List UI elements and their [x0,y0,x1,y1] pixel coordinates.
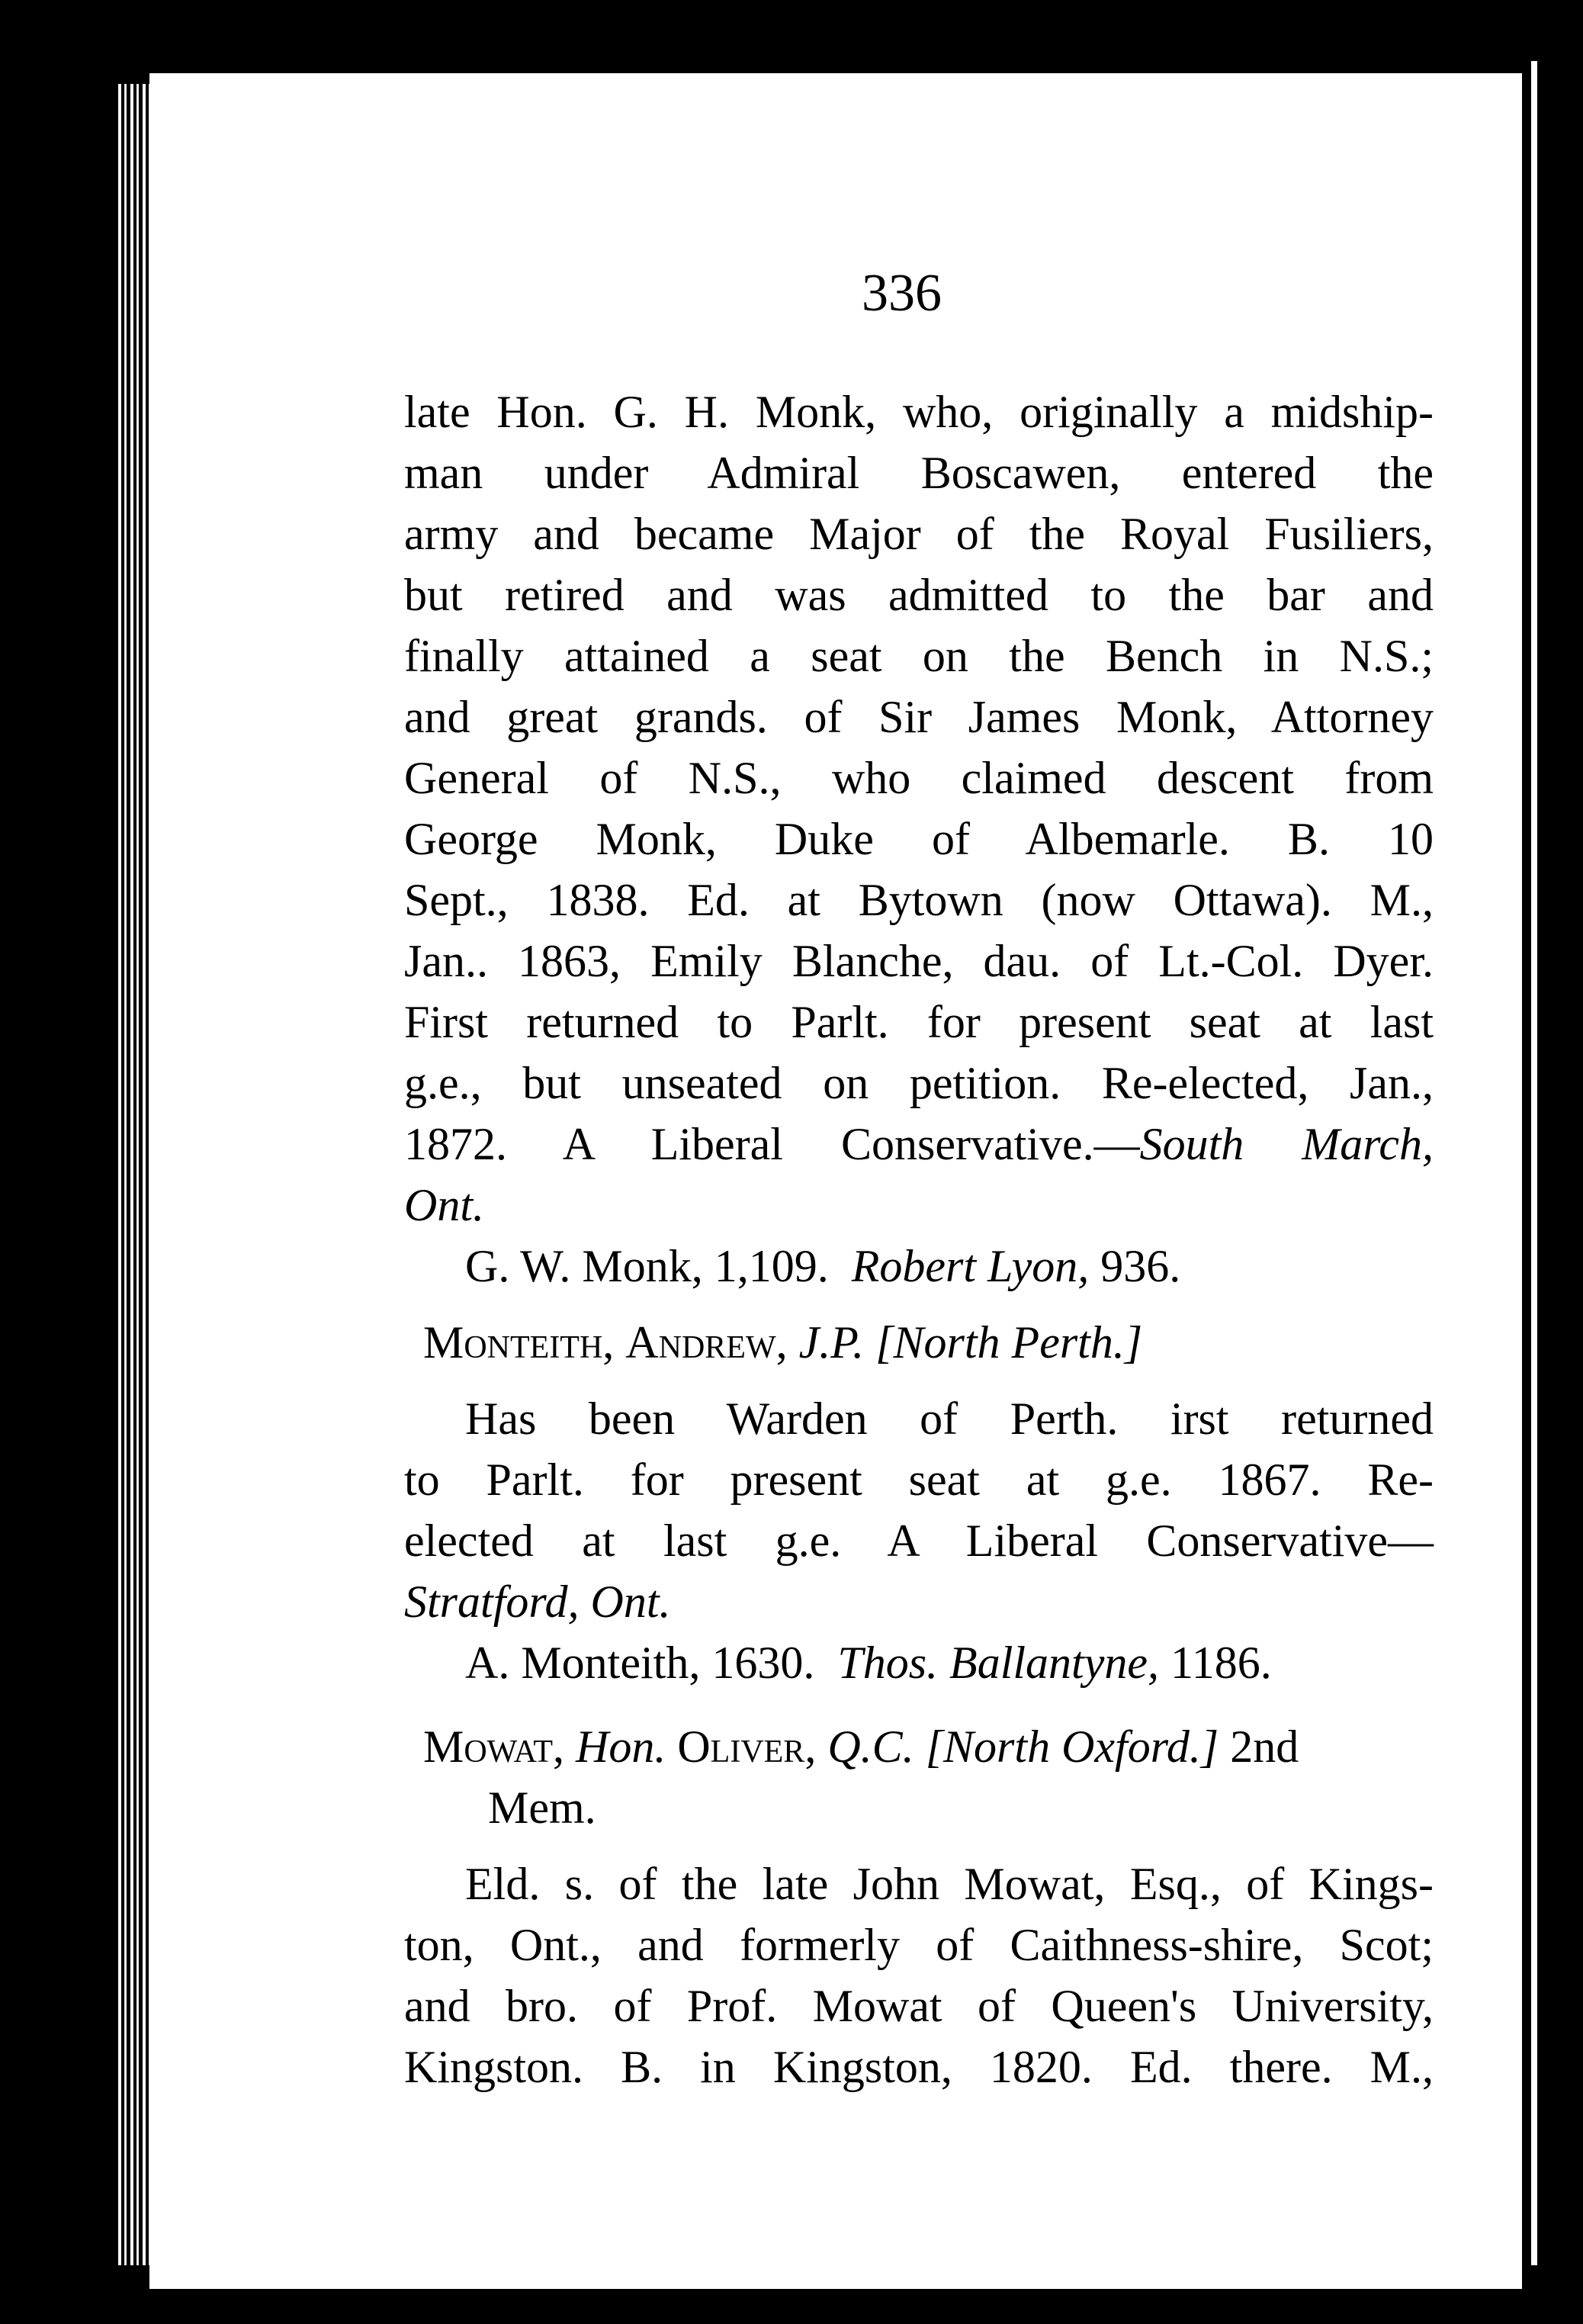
entry1-place-province: Ont. [404,1180,484,1230]
entry1-line-4: but retired and was admitted to the bar and [404,570,1434,620]
entry1-line-10: Jan.. 1863, Emily Blanche, dau. of Lt.-Col. Dyer. [404,936,1434,986]
facing-page-edge [1531,61,1583,2265]
entry2-line-3: elected at last g.e. A Liberal Conservative— [404,1516,1434,1566]
entry1-line-14 [404,1175,1434,1236]
entry1-line-13-text: 1872. A Liberal Conservative.— [404,1119,1140,1169]
entry1-line-6: and great grands. of Sir James Monk, Attorney [404,692,1434,742]
entry1-line-13 [404,1114,1434,1175]
entry2-surname: Monteith, [423,1317,615,1368]
entry3-member: 2nd [1230,1721,1299,1772]
entry3-line-3: and bro. of Prof. Mowat of Queen's University, [404,1981,1434,2031]
entry1-vote-loser-count: 936. [1100,1241,1181,1291]
entry2-place: Stratford, Ont. [404,1577,671,1627]
entry1-vote-line [465,1236,1434,1297]
entry1-line-12: g.e., but unseated on petition. Re-elected, Jan., [404,1058,1434,1108]
entry3-honorific: Hon. [576,1721,666,1772]
entry1-place: South March, [1139,1119,1434,1169]
entry2-heading [423,1312,1142,1373]
entry1-line-2: man under Admiral Boscawen, entered the [404,448,1434,498]
entry2-vote-loser: Thos. Ballantyne, [837,1638,1159,1688]
entry1-vote-loser: Robert Lyon, [851,1241,1090,1291]
entry3-line-2: ton, Ont., and formerly of Caithness-shire, Scot; [404,1920,1434,1970]
entry3-title: Q.C. [827,1721,914,1772]
entry2-line-4 [404,1571,1434,1632]
entry1-line-11: First returned to Parlt. for present seat at last [404,997,1434,1047]
entry1-line-8: George Monk, Duke of Albemarle. B. 10 [404,814,1434,864]
entry1-vote-winner: G. W. Monk, 1,109. [465,1241,829,1291]
entry2-vote-loser-count: 1186. [1170,1638,1272,1688]
entry3-line-4: Kingston. B. in Kingston, 1820. Ed. there. M., [404,2042,1434,2092]
entry1-line-3: army and became Major of the Royal Fusiliers, [404,509,1434,559]
entry2-vote-winner: A. Monteith, 1630. [465,1638,815,1688]
entry3-member-line-2: Mem. [488,1782,596,1833]
entry3-given-name: Oliver, [677,1721,817,1772]
entry2-vote-line [465,1632,1434,1693]
entry1-line-1: late Hon. G. H. Monk, who, originally a midship- [404,387,1434,437]
entry2-given-name: Andrew, [625,1317,788,1368]
entry1-line-7: General of N.S., who claimed descent from [404,753,1434,803]
entry3-heading [423,1716,1299,1777]
entry3-line-1: Eld. s. of the late John Mowat, Esq., of Kings- [465,1859,1434,1909]
entry2-title: J.P. [798,1317,865,1368]
entry1-line-9: Sept., 1838. Ed. at Bytown (now Ottawa). M., [404,875,1434,925]
entry3-surname: Mowat, [423,1721,564,1772]
entry2-line-2: to Parlt. for present seat at g.e. 1867. Re- [404,1455,1434,1505]
entry2-riding: [North Perth.] [875,1317,1143,1368]
entry3-riding: [North Oxford.] [925,1721,1219,1772]
entry1-line-5: finally attained a seat on the Bench in N.S.; [404,631,1434,681]
entry2-line-1: Has been Warden of Perth. irst returned [465,1393,1434,1444]
page-number: 336 [862,264,942,323]
